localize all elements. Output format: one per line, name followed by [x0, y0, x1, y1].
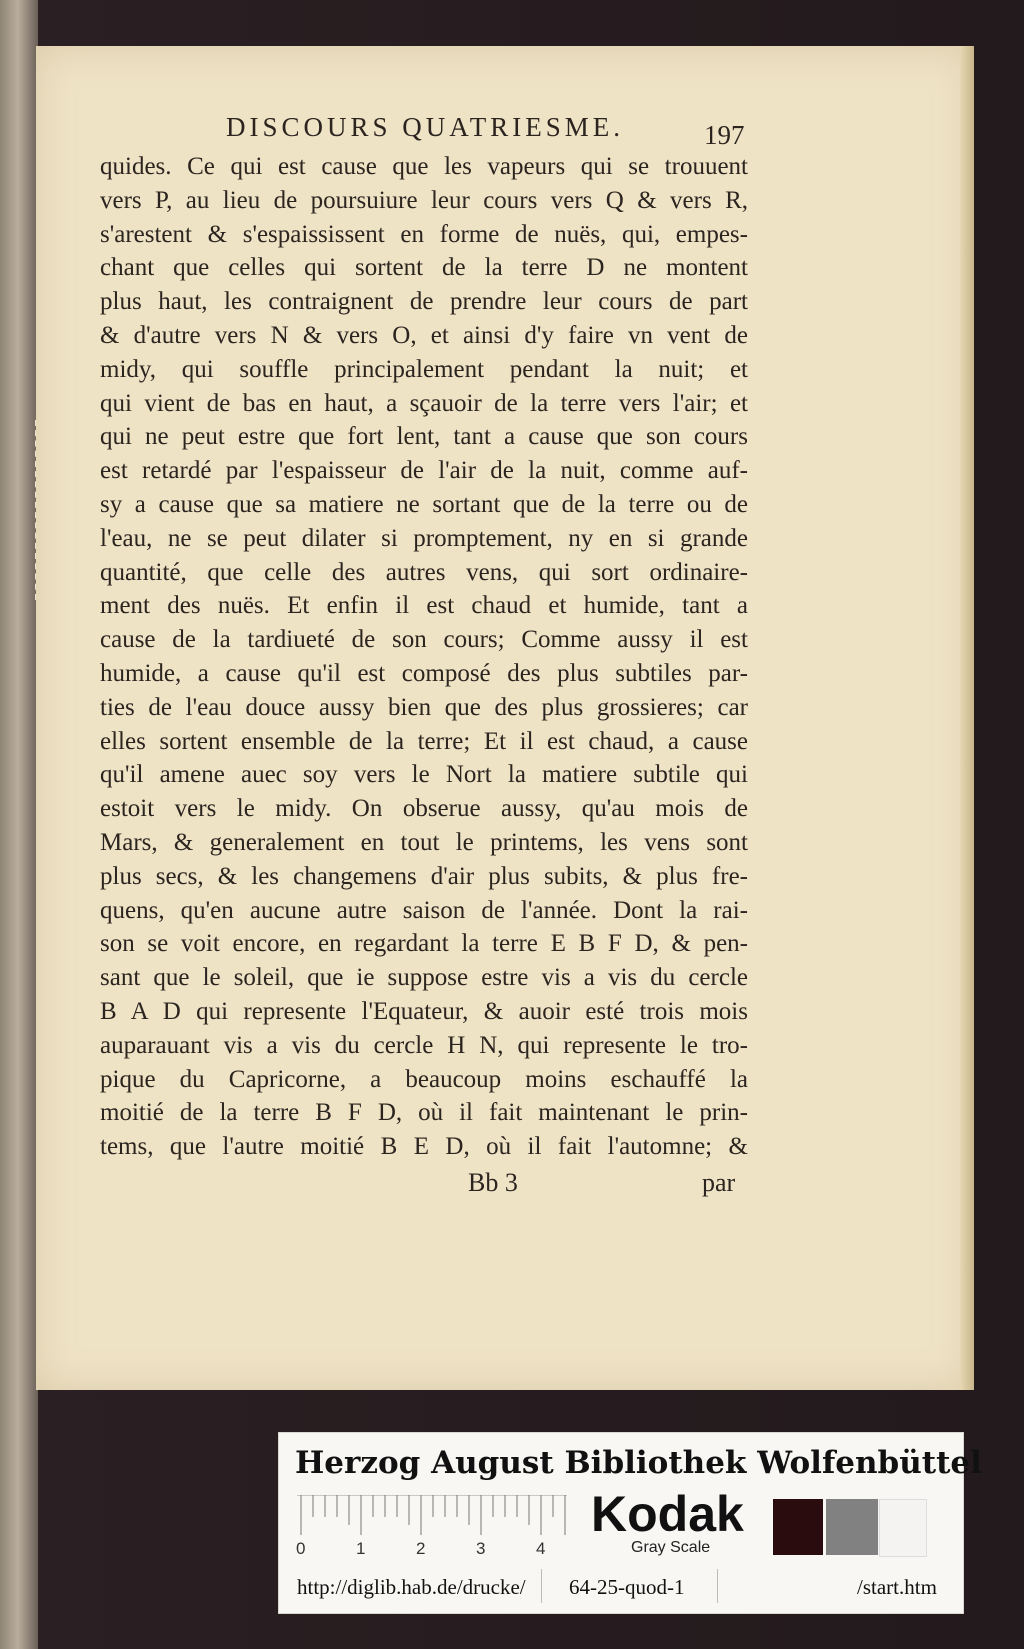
page-fore-edge [960, 46, 974, 1390]
text-line: plus haut, les contraignent de prendre leur cours de part [100, 288, 748, 316]
url-shelfmark: 64-25-quod-1 [569, 1575, 685, 1599]
text-line: tems, que l'autre moitié B E D, où il fait l'automne; & [100, 1133, 748, 1161]
ruler-scale [297, 1495, 567, 1543]
text-line: quantité, que celle des autres vens, qui sort ordinaire- [100, 558, 748, 586]
text-line: elles sortent ensemble de la terre; Et il est chaud, a cause [100, 727, 748, 755]
scale-label: 2 [416, 1539, 426, 1558]
text-line: son se voit encore, en regardant la terre E B F D, & pen- [100, 930, 748, 958]
text-line: humide, a cause qu'il est composé des plus subtiles par- [100, 659, 748, 687]
text-line: B A D qui represente l'Equateur, & auoir esté trois mois [100, 997, 748, 1025]
text-line: auparauant vis a vis du cercle H N, qui represente le tro- [100, 1031, 748, 1059]
library-color-card [278, 1432, 982, 1614]
page-number: 197 [704, 120, 745, 150]
url-divider [717, 1569, 718, 1603]
text-line: moitié de la terre B F D, où il fait maintenant le prin- [100, 1099, 748, 1127]
text-line: & d'autre vers N & vers O, et ainsi d'y faire vn vent de [100, 321, 748, 349]
url-start-page: /start.htm [857, 1575, 937, 1599]
swatch-dark [773, 1499, 823, 1555]
swatch-mid [826, 1499, 878, 1555]
text-line: cause de la tardiueté de son cours; Comme aussy il est [100, 626, 748, 654]
text-line: quens, qu'en aucune autre saison de l'année. Dont la rai- [100, 896, 748, 924]
left-page-edge [0, 0, 38, 1649]
text-line: est retardé par l'espaisseur de l'air de la nuit, comme auf- [100, 457, 748, 485]
text-line: l'eau, ne se peut dilater si promptement, ny en si grande [100, 524, 748, 552]
kodak-logo: Kodak [591, 1486, 744, 1542]
text-line: chant que celles qui sortent de la terre D ne montent [100, 254, 748, 282]
swatch-light [879, 1499, 927, 1557]
text-line: vers P, au lieu de poursuiure leur cours vers Q & vers R, [100, 186, 748, 214]
text-line: qu'il amene auec soy vers le Nort la matiere subtile qui [100, 761, 748, 789]
catchword: par [702, 1168, 736, 1197]
text-line: estoit vers le midy. On obserue aussy, qu'au mois de [100, 795, 748, 823]
body-text [100, 150, 748, 1164]
scale-label: 0 [296, 1539, 306, 1558]
url-divider [541, 1569, 542, 1603]
text-line: sy a cause que sa matiere ne sortant que de la terre ou de [100, 490, 748, 518]
text-line: ties de l'eau douce aussy bien que des plus grossieres; car [100, 693, 748, 721]
text-line: quides. Ce qui est cause que les vapeurs qui se trouuent [100, 153, 748, 180]
running-head: DISCOURS QUATRIESME. [226, 112, 625, 142]
url-base: http://diglib.hab.de/drucke/ [297, 1575, 526, 1599]
scale-label: 1 [356, 1539, 366, 1558]
text-line: qui ne peut estre que fort lent, tant a cause que son cours [100, 423, 748, 451]
signature-mark: Bb 3 [468, 1168, 518, 1197]
text-line: ment des nuës. Et enfin il est chaud et humide, tant a [100, 592, 748, 620]
scale-label: 4 [536, 1539, 546, 1558]
library-name: Herzog August Bibliothek Wolfenbüttel [295, 1445, 982, 1481]
gray-scale-label: Gray Scale [631, 1539, 711, 1556]
text-line: s'arestent & s'espaississent en forme de nuës, qui, empes- [100, 220, 748, 248]
text-line: pique du Capricorne, a beaucoup moins eschauffé la [100, 1065, 748, 1093]
text-line: Mars, & generalement en tout le printems, les vens sont [100, 828, 748, 856]
text-line: sant que le soleil, que ie suppose estre vis a vis du cercle [100, 964, 748, 992]
text-line: midy, qui souffle principalement pendant la nuit; et [100, 355, 748, 383]
text-line: qui vient de bas en haut, a sçauoir de la terre vers l'air; et [100, 389, 748, 417]
scale-label: 3 [476, 1539, 486, 1558]
text-line: plus secs, & les changemens d'air plus subits, & plus fre- [100, 862, 748, 890]
